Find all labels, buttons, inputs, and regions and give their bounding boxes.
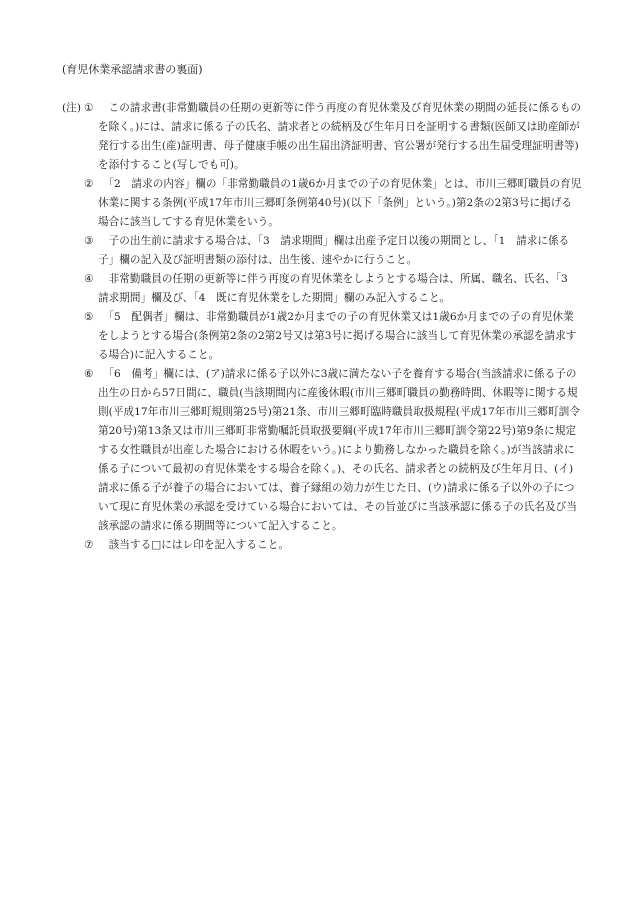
note-7 [62, 536, 582, 555]
note-number: ③ [84, 235, 94, 247]
note-number: ⑤ [84, 311, 94, 323]
note-text: 「2 請求の内容」欄の「非常勤職員の1歳6か月までの子の育児休業」とは、市川三郷町職員の育児休業に関する条例(平成17年市川三郷町条例第40号)(以下「条例」という。)第2条の2第3号に掲げる場合に該当してする育児休業をいう。 [98, 178, 582, 228]
note-2 [62, 175, 582, 232]
note-text: この請求書(非常勤職員の任期の更新等に伴う再度の育児休業及び育児休業の期間の延長に係るものを除く。)には、請求に係る子の氏名、請求者との続柄及び生年月日を証明する書類(医師又は助産師が発行する出生(産)証明書、母子健康手帳の出生届出済証明書、官公署が発行する出生届受理証明書等)を添付すること(写しでも可)。 [98, 102, 582, 171]
note-text: 子の出生前に請求する場合は、「3 請求期間」欄は出産予定日以後の期間とし、「1 請求に係る子」欄の記入及び証明書類の添付は、出生後、速やかに行うこと。 [98, 235, 570, 266]
notes-prefix: (注) [62, 102, 82, 114]
note-text: 非常勤職員の任期の更新等に伴う再度の育児休業をしようとする場合は、所属、職名、氏名、「3 請求期間」欄及び、「4 既に育児休業をした期間」欄のみ記入すること。 [98, 273, 579, 304]
note-number: ② [84, 178, 94, 190]
note-5 [62, 308, 582, 365]
note-number: ⑥ [84, 368, 94, 380]
note-text: 「5 配偶者」欄は、非常勤職員が1歳2か月までの子の育児休業又は1歳6か月までの子の育児休業をしようとする場合(条例第2条の2第2号又は第3号に掲げる場合に該当して育児休業の承認を請求する場合)に記入すること。 [98, 311, 577, 361]
note-3 [62, 232, 582, 270]
note-1 [62, 99, 582, 175]
document-title: (育児休業承認請求書の裏面) [62, 63, 203, 76]
note-4 [62, 270, 582, 308]
note-text: 「6 備考」欄には、(ア)請求に係る子以外に3歳に満たない子を養育する場合(当該請求に係る子の出生の日から57日間に、職員(当該期間内に産後休暇(市川三郷町職員の勤務時間、休暇等に関する規則(平成17年市川三郷町規則第25号)第21条、市川三郷町臨時職員取扱規程(平成17年市川三郷町訓令第20号)第13条又は市川三郷町非常勤嘱託員取扱要綱(平成17年市川三郷町訓令第22号)第9条に規定する女性職員が出産した場合における休暇をいう。)により勤務しなかった職員を除く。)が当該請求に係る子について最初の育児休業をする場合を除く。)、その氏名、請求者との続柄及び生年月日、(イ)請求に係る子が養子の場合においては、養子縁組の効力が生じた日、(ウ)請求に係る子以外の子について現に育児休業の承認を受けている場合においては、その旨並びに当該承認に係る子の氏名及び当該承認の請求に係る期間等について記入すること。 [98, 368, 580, 532]
note-number: ① [84, 102, 94, 114]
note-text: 該当する□にはレ印を記入すること。 [98, 539, 290, 551]
note-number: ④ [84, 273, 94, 285]
notes-list [62, 99, 582, 555]
note-number: ⑦ [84, 539, 94, 551]
note-6 [62, 365, 582, 536]
